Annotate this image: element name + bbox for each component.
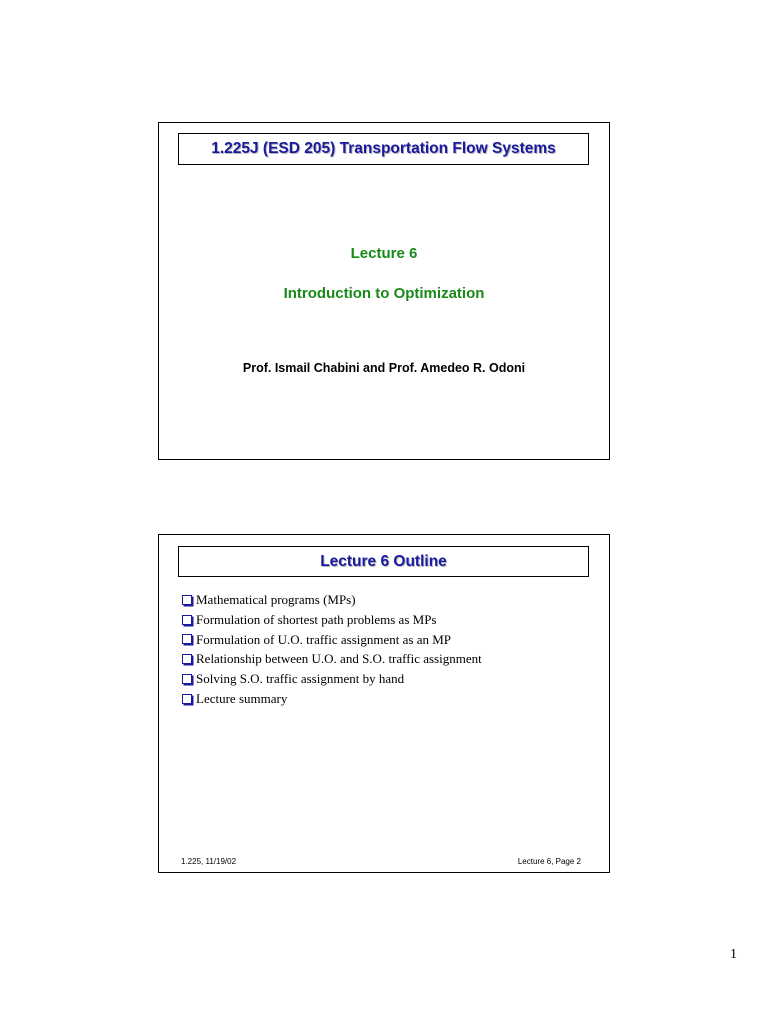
slide-footer-page: Lecture 6, Page 2 <box>517 857 581 866</box>
course-title: 1.225J (ESD 205) Transportation Flow Systems <box>178 133 589 165</box>
list-item <box>182 689 482 709</box>
list-item-text: Formulation of U.O. traffic assignment as an MP <box>196 631 452 647</box>
slide-footer-date: 1.225, 11/19/02 <box>181 857 237 866</box>
list-item-text: Formulation of shortest path problems as MPs <box>196 611 437 627</box>
lecture-number: Lecture 6 <box>350 245 418 262</box>
square-bullet-icon <box>182 595 192 605</box>
list-item <box>182 669 482 689</box>
list-item-text: Relationship between U.O. and S.O. traffic assignment <box>196 651 482 667</box>
square-bullet-icon <box>182 654 192 664</box>
authors: Prof. Ismail Chabini and Prof. Amedeo R. Odoni <box>242 361 526 375</box>
list-item-text: Mathematical programs (MPs) <box>196 592 356 607</box>
square-bullet-icon <box>182 694 192 704</box>
outline-slide <box>158 534 610 873</box>
list-item <box>182 630 482 650</box>
title-slide <box>158 122 610 460</box>
list-item <box>182 610 482 630</box>
square-bullet-icon <box>182 674 192 684</box>
page-number: 1 <box>730 947 737 962</box>
lecture-title: Introduction to Optimization <box>283 285 485 302</box>
list-item <box>182 590 482 610</box>
list-item <box>182 649 482 669</box>
square-bullet-icon <box>182 634 192 644</box>
list-item-text: Lecture summary <box>196 690 288 706</box>
list-item-text: Solving S.O. traffic assignment by hand <box>196 671 405 687</box>
outline-title: Lecture 6 Outline <box>178 546 589 577</box>
outline-list <box>182 590 482 709</box>
square-bullet-icon <box>182 615 192 625</box>
